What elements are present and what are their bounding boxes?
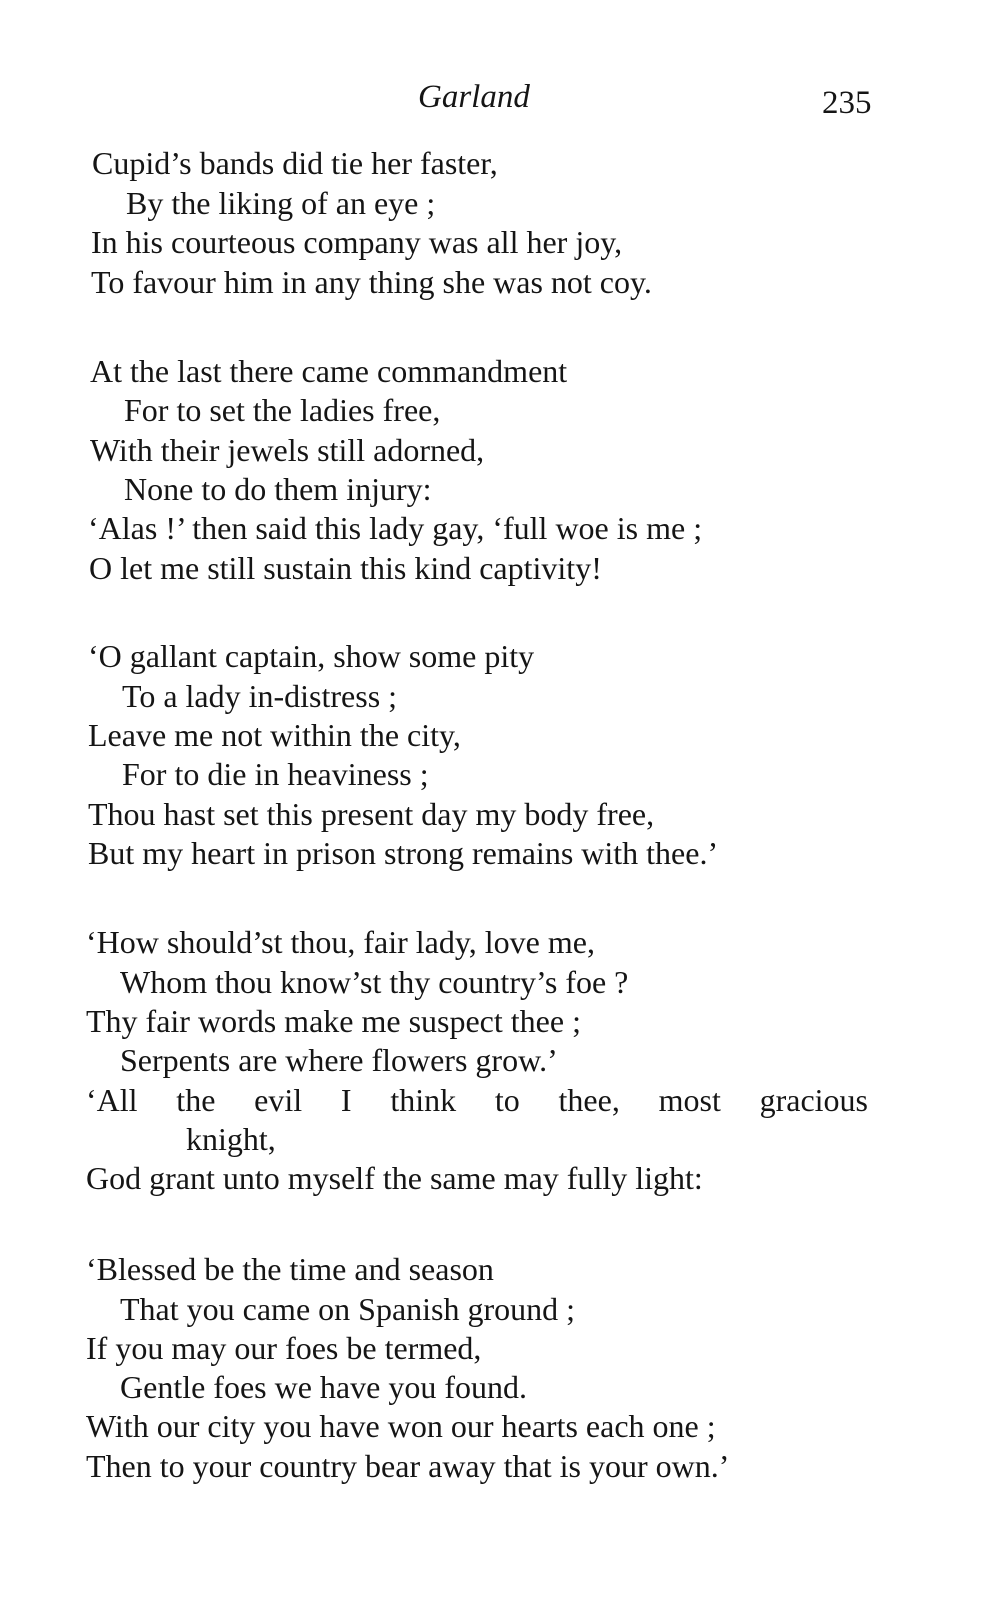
verse-line-indented: For to set the ladies free, <box>124 392 441 428</box>
verse-line: Thy fair words make me suspect thee ; <box>86 1003 581 1039</box>
verse-line: ‘How should’st thou, fair lady, love me, <box>86 924 595 960</box>
running-head: Garland <box>418 79 530 115</box>
verse-line-indented: By the liking of an eye ; <box>126 185 436 221</box>
verse-line: To favour him in any thing she was not coy. <box>91 264 652 300</box>
verse-line: If you may our foes be termed, <box>86 1330 482 1366</box>
verse-line: O let me still sustain this kind captivity! <box>89 550 602 586</box>
verse-line-indented: None to do them injury: <box>124 471 432 507</box>
verse-line: But my heart in prison strong remains with thee.’ <box>88 835 719 871</box>
verse-line-indented: Serpents are where flowers grow.’ <box>120 1042 558 1078</box>
verse-line: Leave me not within the city, <box>88 717 461 753</box>
verse-line: Then to your country bear away that is your own.’ <box>86 1448 730 1484</box>
page-number: 235 <box>822 85 872 121</box>
verse-line: Cupid’s bands did tie her faster, <box>92 145 498 181</box>
verse-line: ‘Blessed be the time and season <box>86 1251 494 1287</box>
verse-line: At the last there came commandment <box>90 353 568 389</box>
verse-line: With our city you have won our hearts each one ; <box>86 1408 716 1444</box>
verse-line: ‘All the evil I think to thee, most gracious <box>86 1082 868 1118</box>
verse-line: In his courteous company was all her joy, <box>91 224 623 260</box>
verse-line: With their jewels still adorned, <box>90 432 485 468</box>
verse-line: God grant unto myself the same may fully light: <box>86 1160 703 1196</box>
verse-line-turnover: knight, <box>186 1121 276 1157</box>
verse-line-indented: Whom thou know’st thy country’s foe ? <box>120 964 629 1000</box>
verse-line-indented: For to die in heaviness ; <box>122 756 429 792</box>
verse-line-indented: That you came on Spanish ground ; <box>120 1291 576 1327</box>
verse-line: ‘Alas !’ then said this lady gay, ‘full woe is me ; <box>88 510 703 546</box>
verse-line: ‘O gallant captain, show some pity <box>88 638 535 674</box>
verse-line: Thou hast set this present day my body free, <box>88 796 655 832</box>
verse-line-indented: To a lady in-distress ; <box>122 678 398 714</box>
verse-line-indented: Gentle foes we have you found. <box>120 1369 527 1405</box>
